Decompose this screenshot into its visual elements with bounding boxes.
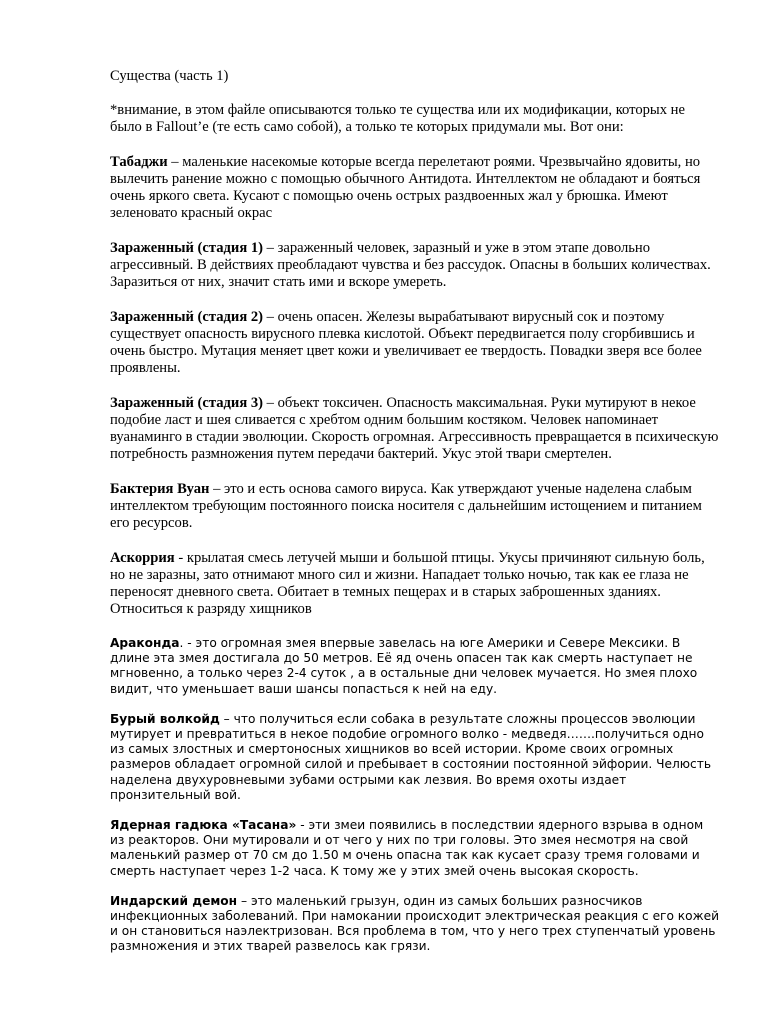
entry-infected-stage-1	[110, 240, 720, 291]
entry-nuclear-viper	[110, 818, 720, 879]
entry-name: Зараженный (стадия 1)	[110, 240, 264, 256]
entry-text: – это маленький грызун, один из самых больших разносчиков инфекционных заболеваний. При намокании происходит электрическая реакция с его кожей и он становиться наэлектризован. Вся проблема в том, что у него трех ступенчатый уровень размножения и этих тварей развелось как грязи.	[110, 893, 720, 954]
entry-askorriya	[110, 550, 720, 618]
entry-infected-stage-3	[110, 395, 720, 463]
entry-text: - крылатая смесь летучей мыши и большой птицы. Укусы причиняют сильную боль, но не заразны, зато отнимают много сил и жизни. Нападает только ночью, так как ее глаза не переносят дневного света. Обитает в темных пещерах и в старых заброшенных зданиях. Относиться к разряду хищников	[110, 550, 705, 617]
entry-name: Бурый волкойд	[110, 711, 220, 726]
entry-name: Араконда	[110, 636, 180, 650]
entry-text: – это и есть основа самого вируса. Как утверждают ученые наделена слабым интеллектом требующим постоянного поиска носителя с дальнейшим истощением и питанием его ресурсов.	[110, 481, 702, 531]
entry-bacteria-vuan	[110, 481, 720, 532]
entry-name: Табаджи	[110, 154, 168, 170]
entry-text: . - это огромная змея впервые завелась на юге Америки и Севере Мексики. В длине эта змея достигала до 50 метров. Её яд очень опасен так как смерть наступает не мгновенно, а только через 2-4 суток , а в остальные дни человек мучается. Но змея плохо видит, что уменьшает ваши шансы попасться к ней на еду.	[110, 636, 698, 696]
entry-text: – очень опасен. Железы вырабатывают вирусный сок и поэтому существует опасность вирусного плевка кислотой. Объект передвигается полу сгорбившись и очень быстро. Мутация меняет цвет кожи и увеличивает ее твердость. Повадки зверя все более проявлены.	[110, 309, 702, 376]
entry-name: Аскоррия	[110, 550, 175, 566]
entry-text: – зараженный человек, заразный и уже в этом этапе довольно агрессивный. В действиях преобладают чувства и без рассудок. Опасны в больших количествах. Заразиться от них, значит стать ими и вскоре умереть.	[110, 240, 711, 290]
entry-indar-demon	[110, 894, 720, 955]
entry-text: – что получиться если собака в результате сложны процессов эволюции мутирует и превратиться в некое подобие огромного волко - медведя…….получиться одно из самых злостных и смертоносных хищников во всей истории. Кроме своих огромных размеров обладает огромной силой и пребывает в состоянии постоянной эйфории. Челюсть наделена двухуровневыми зубами острыми как лезвия. Во время охоты издает пронзительный вой.	[110, 711, 711, 802]
entry-arakonda	[110, 636, 720, 697]
entry-brown-wolfoid	[110, 712, 720, 803]
entry-name: Зараженный (стадия 2)	[110, 309, 264, 325]
entry-tabadzhi	[110, 154, 720, 222]
entry-text: – объект токсичен. Опасность максимальная. Руки мутируют в некое подобие ласт и шея сливается с хребтом одним большим костяком. Человек напоминает вуанаминго в стадии эволюции. Скорость огромная. Агрессивность превращается в психическую потребность размножения путем передачи бактерий. Укус этой твари смертелен.	[110, 395, 719, 462]
entry-text: - эти змеи появились в последствии ядерного взрыва в одном из реакторов. Они мутировали и от чего у них по три головы. Это змея несмотря на свой маленький размер от 70 см до 1.50 м очень опасна так как кусает сразу тремя головами и смерть наступает через 1-2 часа. К тому же у этих змей очень высокая скорость.	[110, 818, 704, 878]
document-title: Существа (часть 1)	[110, 68, 229, 84]
entry-infected-stage-2	[110, 309, 720, 377]
document-page	[110, 68, 720, 970]
entry-name: Индарский демон	[110, 893, 238, 908]
entry-name: Ядерная гадюка «Тасана»	[110, 818, 297, 833]
entry-name: Зараженный (стадия 3)	[110, 395, 264, 411]
document-note: *внимание, в этом файле описываются только те существа или их модификации, которых не было в Fallout’е (те есть само собой), а только те которых придумали мы. Вот они:	[110, 102, 685, 135]
entry-text: – маленькие насекомые которые всегда перелетают роями. Чрезвычайно ядовиты, но вылечить ранение можно с помощью обычного Антидота. Интеллектом не обладают и бояться очень яркого света. Кусают с помощью очень острых раздвоенных жал у брюшка. Имеют зеленовато красный окрас	[110, 154, 701, 221]
entry-name: Бактерия Вуан	[110, 481, 210, 497]
